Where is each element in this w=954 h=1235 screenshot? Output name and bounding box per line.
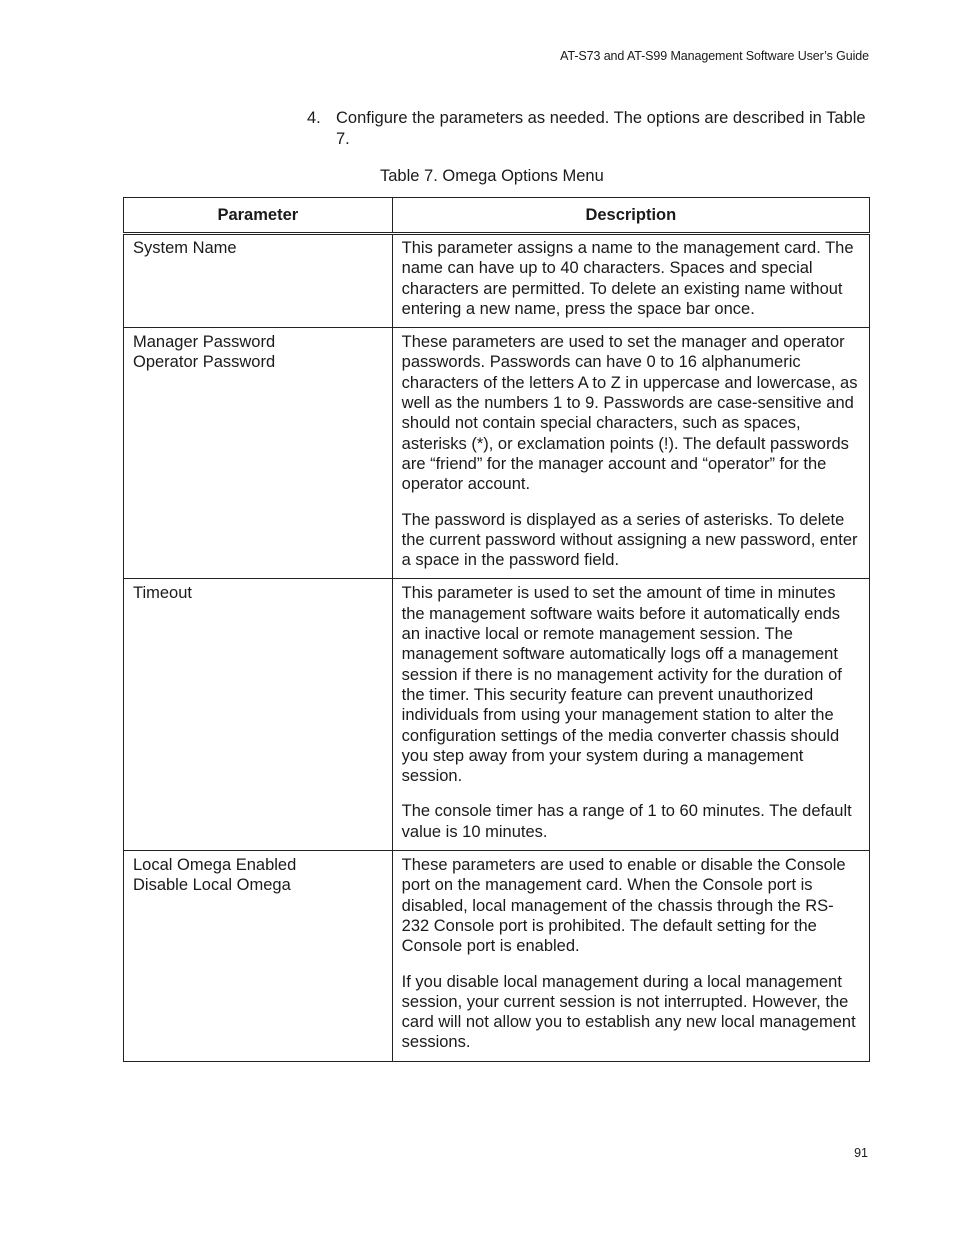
description-paragraph: This parameter is used to set the amount of time in minutes the management software waits before it automatically ends an inactive local or remote management session. The management software automatically logs off a management session if there is no management activity for the duration of the timer. This security feature can prevent unauthorized individuals from using your management station to alter the configuration settings of the media converter chassis should you step away from your system during a management session. xyxy=(401,584,842,786)
parameter-name: Timeout xyxy=(133,584,192,603)
parameter-name: Local Omega Enabled xyxy=(133,856,297,875)
step-text: Configure the parameters as needed. The options are described in Table 7. xyxy=(336,109,866,148)
procedure-step xyxy=(307,108,867,150)
page-number: 91 xyxy=(854,1146,868,1160)
table-caption: Table 7. Omega Options Menu xyxy=(380,167,604,185)
step-number: 4. xyxy=(307,109,321,127)
description-cell xyxy=(392,234,869,328)
description-paragraph: These parameters are used to set the manager and operator passwords. Passwords can have 0 to 16 alphanumeric characters of the letters A to Z in uppercase and lowercase, as well as the numbers 1 to 9. Passwords are case-sensitive and should not contain special characters, such as spaces, asterisks (*), or exclamation points (!). The default passwords are “friend” for the manager account and “operator” for the operator account. xyxy=(401,333,858,494)
description-paragraph: The console timer has a range of 1 to 60 minutes. The default value is 10 minutes. xyxy=(401,802,852,841)
parameter-cell xyxy=(124,328,393,579)
description-paragraph: The password is displayed as a series of asterisks. To delete the current password without assigning a new password, enter a space in the password field. xyxy=(401,510,858,570)
table-row xyxy=(124,328,870,579)
table-row xyxy=(124,851,870,1062)
description-paragraph: This parameter assigns a name to the management card. The name can have up to 40 characters. Spaces and special characters are permitted. To delete an existing name without entering a new name, press the space bar once. xyxy=(401,239,854,318)
parameter-name: Disable Local Omega xyxy=(133,876,291,895)
column-header-parameter: Parameter xyxy=(124,198,393,234)
description-cell xyxy=(392,851,869,1062)
description-cell xyxy=(392,579,869,851)
parameter-name: System Name xyxy=(133,239,237,257)
table-row xyxy=(124,234,870,328)
parameter-name: Manager Password xyxy=(133,333,276,352)
column-header-description: Description xyxy=(392,198,869,234)
parameter-name: Operator Password xyxy=(133,353,276,372)
parameter-cell xyxy=(124,851,393,1062)
parameter-cell xyxy=(124,234,393,328)
omega-options-table xyxy=(123,197,870,1062)
description-paragraph: If you disable local management during a local management session, your current session is not interrupted. However, the card will not allow you to establish any new local management sessions. xyxy=(401,972,856,1052)
description-cell xyxy=(392,328,869,579)
parameter-cell xyxy=(124,579,393,851)
table-header-row xyxy=(124,198,870,234)
table-row xyxy=(124,579,870,851)
description-paragraph: These parameters are used to enable or disable the Console port on the management card. When the Console port is disabled, local management of the chassis through the RS-232 Console port is prohibited. The default setting for the Console port is enabled. xyxy=(401,856,846,956)
running-header: AT-S73 and AT-S99 Management Software User’s Guide xyxy=(560,49,869,63)
